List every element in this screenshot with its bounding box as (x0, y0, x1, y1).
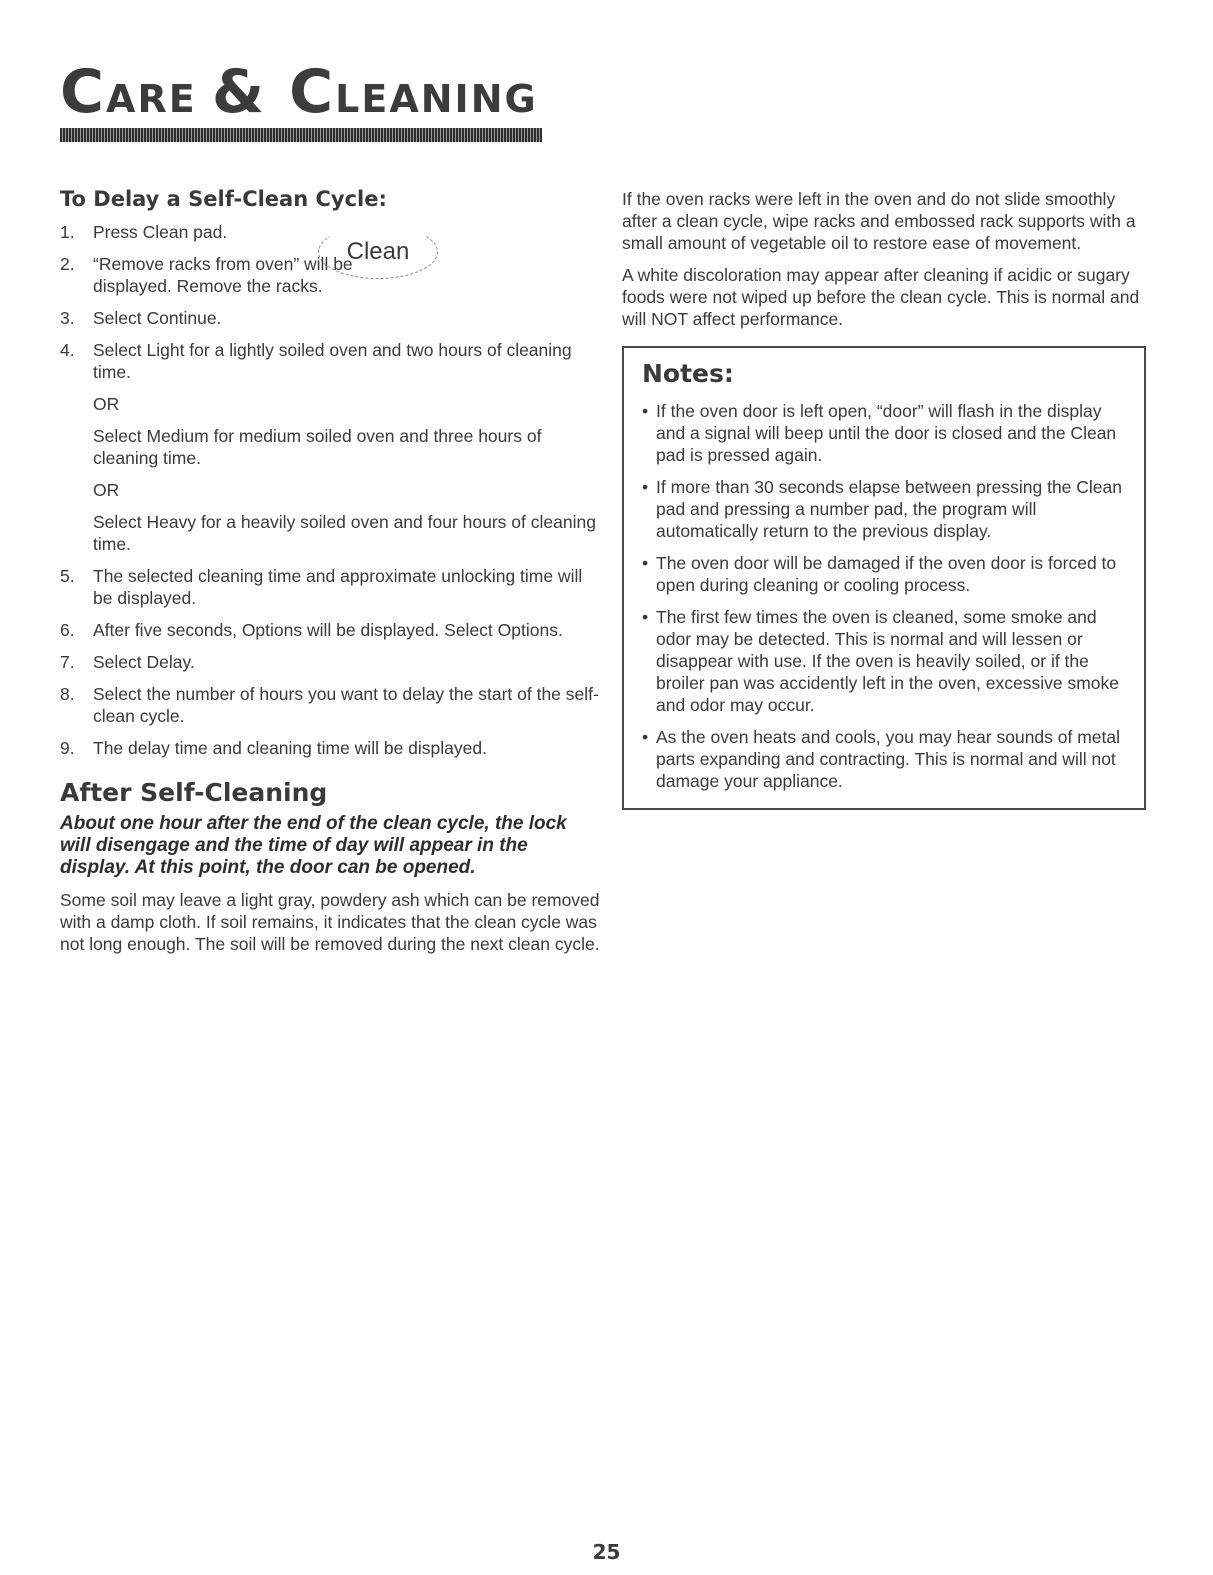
step-number: 5. (60, 566, 75, 586)
step-text: Press Clean pad. (93, 222, 228, 242)
note-item (642, 726, 1124, 792)
note-item (642, 476, 1124, 542)
page-number: 25 (592, 1540, 621, 1564)
delay-self-clean-heading: To Delay a Self-Clean Cycle: (60, 187, 387, 211)
step-item (60, 221, 600, 243)
step-text: Select Light for a lightly soiled oven and two hours of cleaning time. (93, 340, 572, 382)
step-item (60, 307, 600, 329)
note-text: If the oven door is left open, “door” will flash in the display and a signal will beep until the door is closed and the Clean pad is pressed again. (656, 401, 1117, 465)
notes-heading: Notes: (642, 359, 734, 388)
step-text: Select Continue. (93, 308, 222, 328)
bullet-icon: • (642, 401, 649, 421)
delay-steps-list (60, 221, 600, 759)
note-item (642, 606, 1124, 716)
step-item (60, 737, 600, 759)
left-column (60, 185, 600, 955)
step-item (60, 619, 600, 641)
step-number: 8. (60, 684, 75, 704)
bullet-icon: • (642, 607, 649, 627)
step-text: Select Delay. (93, 652, 195, 672)
note-text: If more than 30 seconds elapse between pressing the Clean pad and pressing a number pad, the program will automatically return to the previous display. (656, 477, 1122, 541)
after-self-cleaning-intro: About one hour after the end of the clean cycle, the lock will disengage and the time of day will appear in the display. At this point, the door can be opened. (60, 813, 567, 878)
step-item (60, 253, 360, 297)
step-alternative-text: Select Heavy for a heavily soiled oven and four hours of cleaning time. (93, 512, 596, 554)
step-number: 3. (60, 308, 75, 328)
step-text: “Remove racks from oven” will be displayed. Remove the racks. (93, 254, 353, 296)
title-underline-rule (60, 128, 542, 142)
right-column (622, 188, 1150, 810)
clean-pad-label: Clean (346, 238, 410, 265)
note-item (642, 400, 1124, 466)
step-alternative-text: Select Medium for medium soiled oven and three hours of cleaning time. (93, 426, 542, 468)
after-self-cleaning-heading: After Self-Cleaning (60, 778, 328, 807)
note-item (642, 552, 1124, 596)
step-item (60, 339, 600, 555)
bullet-icon: • (642, 477, 649, 497)
note-text: The first few times the oven is cleaned, some smoke and odor may be detected. This is normal and will lessen or disappear with use. If the oven is heavily soiled, or if the broiler pan was accidently left in the oven, excessive smoke and odor may occur. (656, 607, 1120, 715)
notes-box (622, 346, 1146, 810)
bullet-icon: • (642, 727, 649, 747)
notes-list (642, 400, 1124, 792)
step-or-label: OR (93, 480, 120, 500)
step-text: The delay time and cleaning time will be displayed. (93, 738, 487, 758)
step-text: Select the number of hours you want to delay the start of the self-clean cycle. (93, 684, 599, 726)
step-or-label: OR (93, 394, 120, 414)
step-item (60, 651, 600, 673)
page-title: CARE & CLEANING (60, 57, 538, 127)
step-number: 7. (60, 652, 75, 672)
step-number: 4. (60, 340, 75, 360)
bullet-icon: • (642, 553, 649, 573)
step-text: The selected cleaning time and approximate unlocking time will be displayed. (93, 566, 583, 608)
step-number: 1. (60, 222, 75, 242)
step-number: 6. (60, 620, 75, 640)
step-text: After five seconds, Options will be displayed. Select Options. (93, 620, 563, 640)
oven-racks-paragraph: If the oven racks were left in the oven and do not slide smoothly after a clean cycle, wipe racks and embossed rack supports with a small amount of vegetable oil to restore ease of movement. (622, 189, 1136, 253)
note-text: The oven door will be damaged if the oven door is forced to open during cleaning or cooling process. (656, 553, 1117, 595)
step-number: 9. (60, 738, 75, 758)
step-item (60, 683, 600, 727)
step-number: 2. (60, 254, 75, 274)
after-self-cleaning-paragraph: Some soil may leave a light gray, powdery ash which can be removed with a damp cloth. If soil remains, it indicates that the clean cycle was not long enough. The soil will be removed during the next clean cycle. (60, 890, 600, 954)
white-discoloration-paragraph: A white discoloration may appear after cleaning if acidic or sugary foods were not wiped up before the clean cycle. This is normal and will NOT affect performance. (622, 265, 1140, 329)
note-text: As the oven heats and cools, you may hear sounds of metal parts expanding and contracting. This is normal and will not damage your appliance. (656, 727, 1121, 791)
step-item (60, 565, 600, 609)
